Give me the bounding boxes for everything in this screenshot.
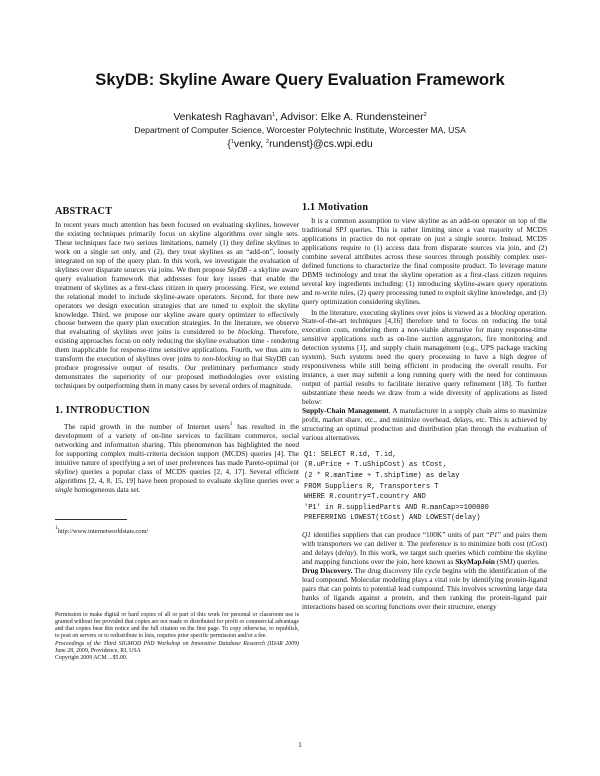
- emph-text: blocking: [490, 307, 516, 317]
- text-run: so that SkyDB can produce progressive output of results. Our preliminary performance study demonstrates the superiority of our proposed methodologies over existing techniques by outperforming them in many cases by several orders of magnitude.: [55, 354, 299, 391]
- affil-mark: 2: [423, 112, 427, 118]
- query-line: 'P1' in R.suppliedParts AND R.manCap>=100000: [304, 503, 489, 512]
- text-run: June 28, 2009, Providence, RI, USA: [55, 647, 141, 654]
- email-brace: {: [227, 139, 231, 150]
- motivation-paragraph: It is a common assumption to view skyline as an add-on operator on top of the traditional SPJ queries. This is rather limiting since a vast majority of MCDS applications in practice do not operate on just a single source. Instead, MCDS applications require to (1) access data from disparate sources via join, and (2) combine several attributes across these sources through possibly complex user-defined functions to characterize the final composite product. To leverage mature DBMS technology and treat the skyline operation as a first-class citizen requires several key ingredients including: (1) introducing skyline-aware query operations and re-write rules, (2) query processing tuned to exploit skyline knowledge, and (3) query optimization considering skylines.: [302, 216, 547, 306]
- query-line: FROM Suppliers R, Transporters T: [304, 482, 439, 491]
- text-run: ). In this work, we target such queries which combine the skyline and mapping functions over the join, here known as: [302, 547, 547, 566]
- email-user: venky,: [233, 139, 267, 150]
- email-user: rundenst: [269, 139, 310, 150]
- email-domain: }@cs.wpi.edu: [309, 139, 373, 150]
- bold-text: Drug Discovery.: [302, 565, 353, 575]
- permission-notice: [55, 612, 299, 662]
- intro-heading: 1. INTRODUCTION: [55, 405, 150, 417]
- text-run: - a skyline aware query evaluation framework that addresses four key issues that enable the treatment of skylines as a first-class citizen in query processing. First, we extend the relational model to include skyline-aware operators. Second, for there new operators we design execution strategies that are tuned to exploit the skyline knowledge. Third, we propose our skyline aware query optimizer to effectively choose between the query plan execution strategies. In the literature, we observe that evaluating of skylines over joins is considered to be: [55, 264, 299, 337]
- query-explanation: [302, 531, 547, 612]
- query-line: WHERE R.country=T.country AND: [304, 493, 426, 502]
- paper-title: SkyDB: Skyline Aware Query Evaluation Framework: [95, 70, 505, 89]
- text-run: . A manufacturer in a supply chain aims to maximize profit, market share, etc., and minimize overhead, delays, etc. This is achieved by structuring an optimal production and distribution plan through the evaluation of various alternatives.: [302, 406, 547, 442]
- footnote-mark: 1: [229, 421, 233, 428]
- emph-text: P1: [489, 529, 498, 539]
- text-run: In the literature, executing skylines over joins is viewed as a: [311, 307, 491, 317]
- bold-text: SkyMapJoin: [455, 556, 495, 566]
- bold-text: Supply-Chain Management: [302, 406, 389, 416]
- right-column: [302, 202, 547, 612]
- abstract-paragraph: [55, 221, 299, 391]
- text-run: The rapid growth in the number of Internet users: [64, 422, 230, 432]
- footnote: [55, 524, 299, 536]
- affiliation: Department of Computer Science, Worcester Polytechnic Institute, Worcester MA, USA: [134, 125, 466, 135]
- advisor-name: Elke A. Rundensteiner: [320, 112, 424, 123]
- emph-text: skyline: [55, 466, 76, 476]
- emph-text: blocking: [238, 327, 264, 337]
- text-run: The drug discovery life cycle begins with the identification of the lead compound. Molecular modeling plays a vital role by identifying protein-ligand pairs that can points to potential lead compound. This involves screening large data banks of ligands against a protein, and then ranking the protein-ligand pair interactions based on scoring functions over their structure, energy: [302, 565, 547, 611]
- affil-mark: 2: [266, 139, 270, 145]
- text-run: ” and pairs them with transporters we can deliver it. The preference is to minimize both cost (: [302, 529, 548, 548]
- text-run: ) queries a popular class of MCDS queries [2, 4, 17]. Several efficient algorithms [2, 4, 8, 15, 19] have been proposed to evaluate skyline queries over a: [55, 466, 299, 485]
- affil-mark: 1: [272, 112, 276, 118]
- footnote-mark: 1: [55, 524, 58, 531]
- text-run: . Therefore, existing approaches focus on only reducing the skyline evaluation time - rendering them inapplicable for response-time sensitive applications. Fourth, we thus aim to transform the execution of skylines over joins to: [55, 327, 299, 364]
- author-name: Venkatesh Raghavan: [173, 112, 273, 123]
- text-run: homogeneous data set.: [72, 484, 141, 494]
- copyright-line: Copyright 2009 ACM ...$5.00.: [55, 654, 128, 661]
- query-line: (R.uPrice + T.uShipCost) as tCost,: [304, 461, 447, 470]
- text-run: operation. State-of-the-art techniques [4,16] therefore tend to focus on reducing the total execution costs, rendering them a non-viable alternative for many response-time sensitive applications such as on-line auction aggregators, fire monitoring and detection systems [1], and supply chain management (e.g., UPS package tracking system). Such systems need the query processing to have a high degree of responsiveness while still being efficient in producing the overall results. For instance, a user may submit a long running query with the need for continuous output of partial results to facilitate iterative query refinement [18]. To further substantiate these needs we draw from a wide diversity of applications as listed below:: [302, 307, 547, 407]
- emph-text: SkyDB: [227, 264, 248, 274]
- emph-text: Q1: [302, 529, 311, 539]
- affil-mark: 1: [230, 139, 234, 145]
- author-line: [0, 112, 600, 123]
- intro-paragraph: [55, 420, 299, 495]
- motivation-paragraph: [302, 309, 547, 443]
- footnote-url: http://www.internetworldstats.com/: [57, 527, 149, 535]
- text-run: identifies suppliers that can produce “100K” units of part “: [310, 529, 490, 539]
- emph-text: non-blocking: [202, 354, 241, 364]
- page-number: 1: [298, 740, 302, 749]
- abstract-heading: ABSTRACT: [55, 206, 113, 217]
- text-run: Permission to make digital or hard copies of all or part of this work for personal or classroom use is granted without fee provided that copies are not made or distributed for profit or commercial advantage and that copies bear this notice and the full citation on the first page. To copy otherwise, to republish, to post on servers or to redistribute to lists, requires prior specific permission and/or a fee.: [55, 611, 299, 640]
- text-run: (SMJ) queries.: [494, 556, 540, 566]
- footnote-rule: [55, 519, 127, 520]
- query-listing: [304, 450, 547, 524]
- emph-text: tCost: [529, 538, 545, 548]
- text-run: In recent years much attention has been focused on evaluating skylines, however the existing techniques primarily focus on skyline algorithms over single sets. These techniques face two serious limitations, namely (1) they define skylines to work on a single set only, and (2), they treat skylines as an “add-on”, loosely integrated on top of the query plan. In this work, we investigate the evaluation of skylines over disparate sources via joins. We then propose: [55, 220, 299, 274]
- emph-text: delay: [337, 547, 354, 557]
- author-separator: , Advisor:: [275, 112, 321, 123]
- email-line: [0, 139, 600, 150]
- left-column: [55, 206, 299, 662]
- emph-text: Proceedings of the Third SIGMOD PhD Workshop on Innovative Database Research (IDAR 2009): [55, 640, 299, 647]
- query-line: (2 * R.manTime + T.shipTime) as delay: [304, 472, 460, 481]
- query-line: Q1: SELECT R.id, T.id,: [304, 450, 397, 459]
- emph-text: single: [55, 484, 73, 494]
- text-run: ) and delays (: [302, 538, 547, 557]
- motivation-heading: 1.1 Motivation: [302, 202, 369, 213]
- query-line: PREFERRING LOWEST(tCost) AND LOWEST(delay): [304, 514, 481, 523]
- text-run: has resulted in the development of a variety of on-line services to facilitate commerce, social networking and information sharing. This phenomenon has highlighted the need for supporting complex multi-criteria decision support (MCDS) queries [4]. The intuitive nature of specifying a set of user preferences has made Pareto-optimal (or: [55, 422, 300, 467]
